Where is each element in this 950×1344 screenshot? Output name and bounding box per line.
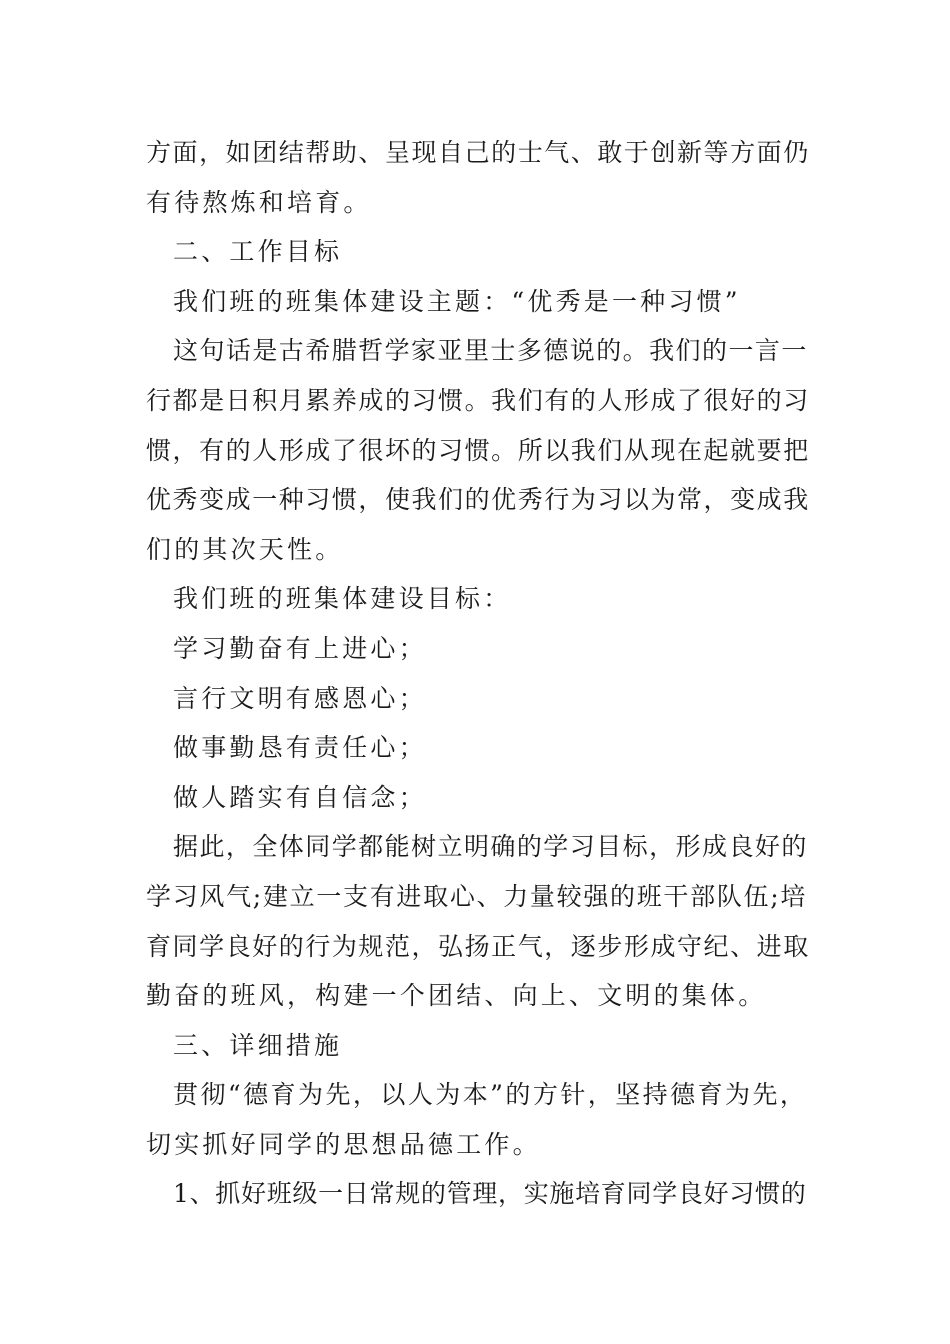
paragraph-line: 这句话是古希腊哲学家亚里士多德说的。我们的一言一 [173, 336, 808, 366]
paragraph-line: 我们班的班集体建设主题：“优秀是一种习惯” [173, 286, 741, 316]
section-heading: 三、详细措施 [173, 1030, 343, 1060]
paragraph-line: 勤奋的班风，构建一个团结、向上、文明的集体。 [146, 981, 767, 1011]
list-item: 做事勤恳有责任心； [173, 733, 427, 763]
section-heading: 二、工作目标 [173, 237, 343, 267]
paragraph-line: 贯彻“德育为先，以人为本”的方针，坚持德育为先， [173, 1080, 808, 1110]
list-item: 做人踏实有自信念； [173, 782, 427, 812]
list-item: 学习勤奋有上进心； [173, 633, 427, 663]
paragraph-line: 育同学良好的行为规范，弘扬正气，逐步形成守纪、进取 [146, 931, 810, 961]
paragraph-line: 1、抓好班级一日常规的管理，实施培育同学良好习惯的 [173, 1179, 807, 1209]
paragraph-line: 惯，有的人形成了很坏的习惯。所以我们从现在起就要把 [146, 435, 810, 465]
paragraph-line: 我们班的班集体建设目标： [173, 584, 512, 614]
paragraph-line: 方面，如团结帮助、呈现自己的士气、敢于创新等方面仍 [146, 138, 810, 167]
paragraph-line: 们的其次天性。 [146, 534, 344, 564]
paragraph-line: 优秀变成一种习惯，使我们的优秀行为习以为常，变成我 [146, 485, 810, 515]
paragraph-line: 有待熬炼和培育。 [146, 187, 372, 217]
paragraph-line: 据此，全体同学都能树立明确的学习目标，形成良好的 [173, 832, 808, 862]
paragraph-line: 行都是日积月累养成的习惯。我们有的人形成了很好的习 [146, 385, 810, 415]
document-page [146, 128, 811, 1219]
paragraph-line: 学习风气;建立一支有进取心、力量较强的班干部队伍;培 [146, 881, 808, 911]
list-item: 言行文明有感恩心； [173, 683, 427, 713]
paragraph-line: 切实抓好同学的思想品德工作。 [146, 1129, 541, 1159]
